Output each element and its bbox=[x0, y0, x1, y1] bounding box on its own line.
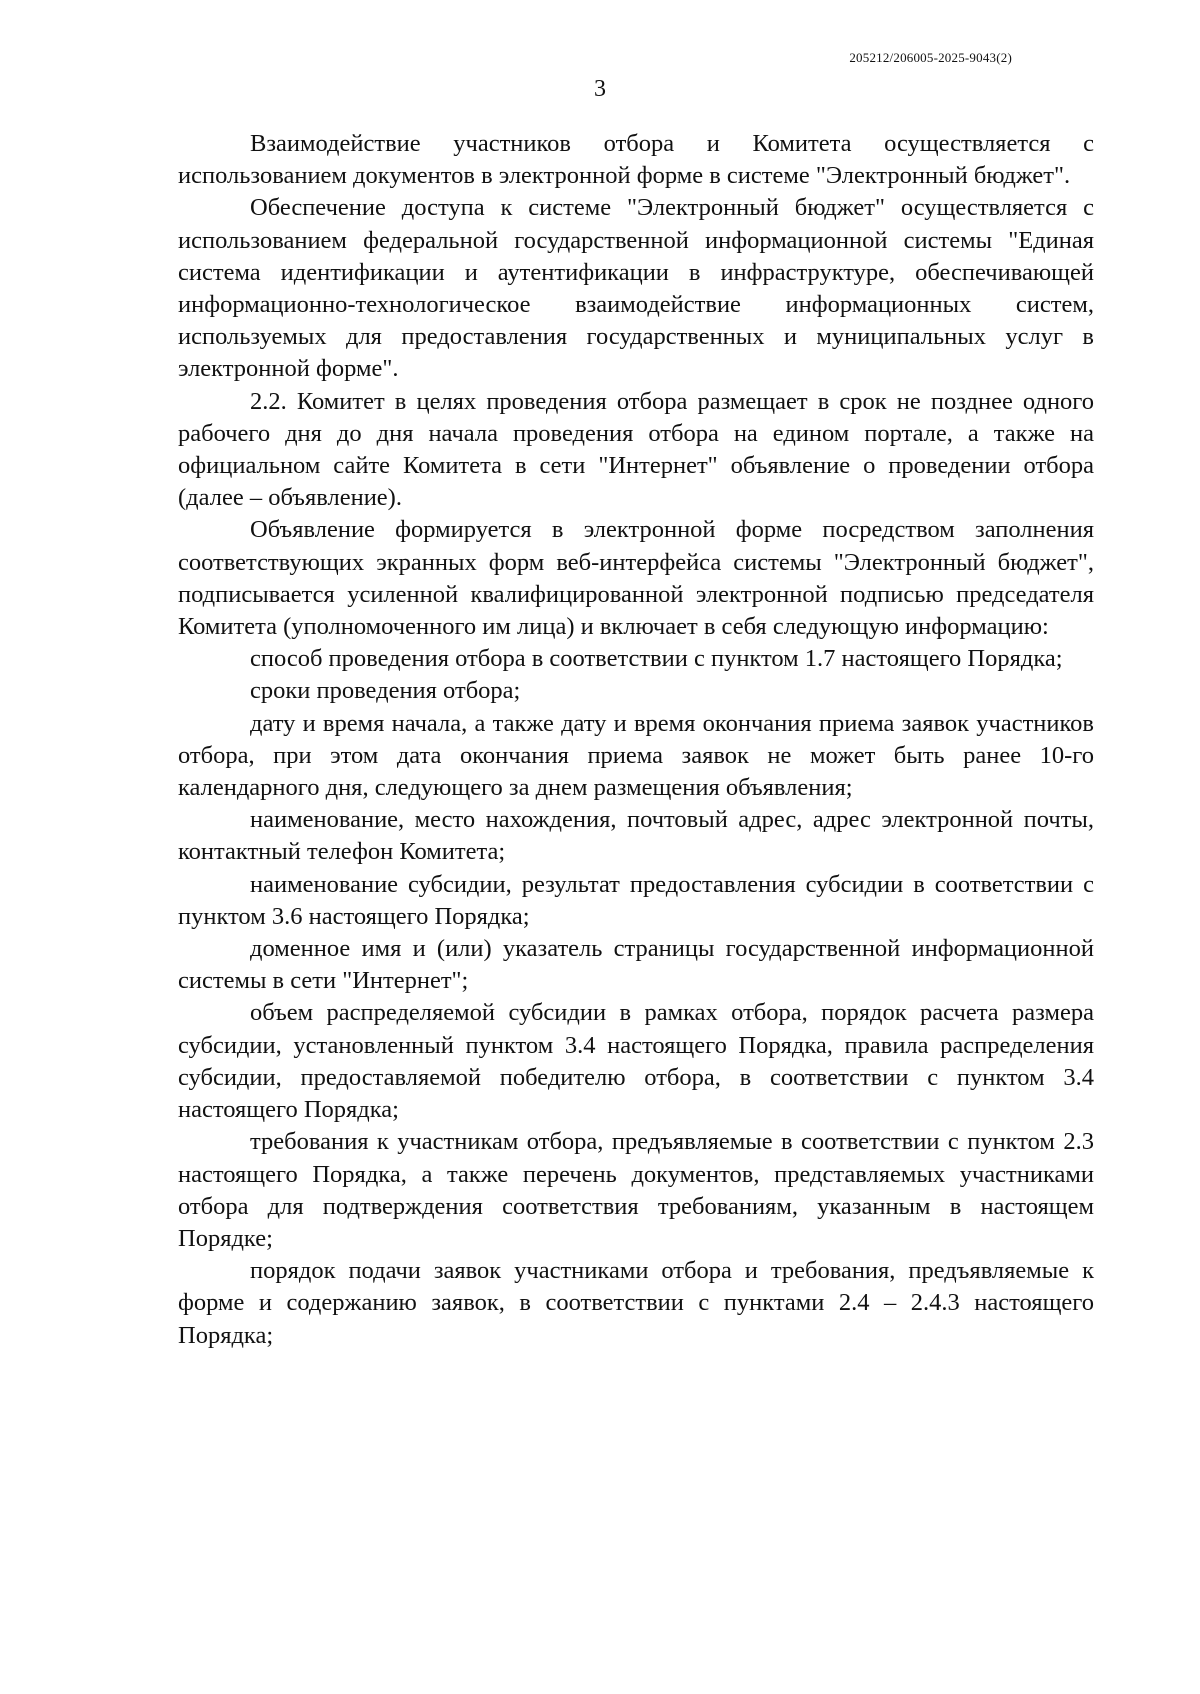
list-item-domain-name: доменное имя и (или) указатель страницы государственной информационной системы в сети "Интернет"; bbox=[178, 935, 1094, 995]
list-item-committee-contacts: наименование, место нахождения, почтовый адрес, адрес электронной почты, контактный телефон Комитета; bbox=[178, 806, 1094, 866]
page-number: 3 bbox=[594, 76, 606, 102]
paragraph-2-2: 2.2. Комитет в целях проведения отбора размещает в срок не позднее одного рабочего дня до дня начала проведения отбора на едином портале, а также на официальном сайте Комитета в сети "Интернет" объявление о проведении отбора (далее – объявление). bbox=[178, 387, 1094, 512]
paragraph-interaction: Взаимодействие участников отбора и Комитета осуществляется с использованием документов в электронной форме в системе "Электронный бюджет". bbox=[178, 130, 1094, 190]
paragraph-system-access: Обеспечение доступа к системе "Электронный бюджет" осуществляется с использованием федеральной государственной информационной системы "Единая система идентификации и аутентификации в инфраструктуре, обеспечивающей информационно-технологическое взаимодействие информационных систем, используемых для предоставления государственных и муниципальных услуг в электронной форме". bbox=[178, 194, 1094, 383]
list-item-selection-terms: сроки проведения отбора; bbox=[250, 677, 521, 705]
document-body bbox=[178, 128, 1094, 1352]
list-item-selection-method: способ проведения отбора в соответствии с пунктом 1.7 настоящего Порядка; bbox=[250, 645, 1063, 673]
list-item-subsidy-volume: объем распределяемой субсидии в рамках отбора, порядок расчета размера субсидии, установленный пунктом 3.4 настоящего Порядка, правила распределения субсидии, предоставляемой победителю отбора, в соответствии с пунктом 3.4 настоящего Порядка; bbox=[178, 999, 1094, 1124]
list-item-participant-requirements: требования к участникам отбора, предъявляемые в соответствии с пунктом 2.3 настоящего Порядка, а также перечень документов, представляемых участниками отбора для подтверждения соответствия требованиям, указанным в настоящем Порядке; bbox=[178, 1128, 1094, 1252]
list-item-application-procedure: порядок подачи заявок участниками отбора и требования, предъявляемые к форме и содержанию заявок, в соответствии с пунктами 2.4 – 2.4.3 настоящего Порядка; bbox=[178, 1257, 1094, 1349]
list-item-subsidy-name: наименование субсидии, результат предоставления субсидии в соответствии с пунктом 3.6 настоящего Порядка; bbox=[178, 870, 1094, 930]
paragraph-announcement: Объявление формируется в электронной форме посредством заполнения соответствующих экранных форм веб-интерфейса системы "Электронный бюджет", подписывается усиленной квалифицированной электронной подписью председателя Комитета (уполномоченного им лица) и включает в себя следующую информацию: bbox=[178, 516, 1094, 641]
list-item-application-dates: дату и время начала, а также дату и время окончания приема заявок участников отбора, при этом дата окончания приема заявок не может быть ранее 10-го календарного дня, следующего за днем размещения объявления; bbox=[178, 709, 1094, 802]
document-registration-number: 205212/206005-2025-9043(2) bbox=[849, 50, 1012, 65]
